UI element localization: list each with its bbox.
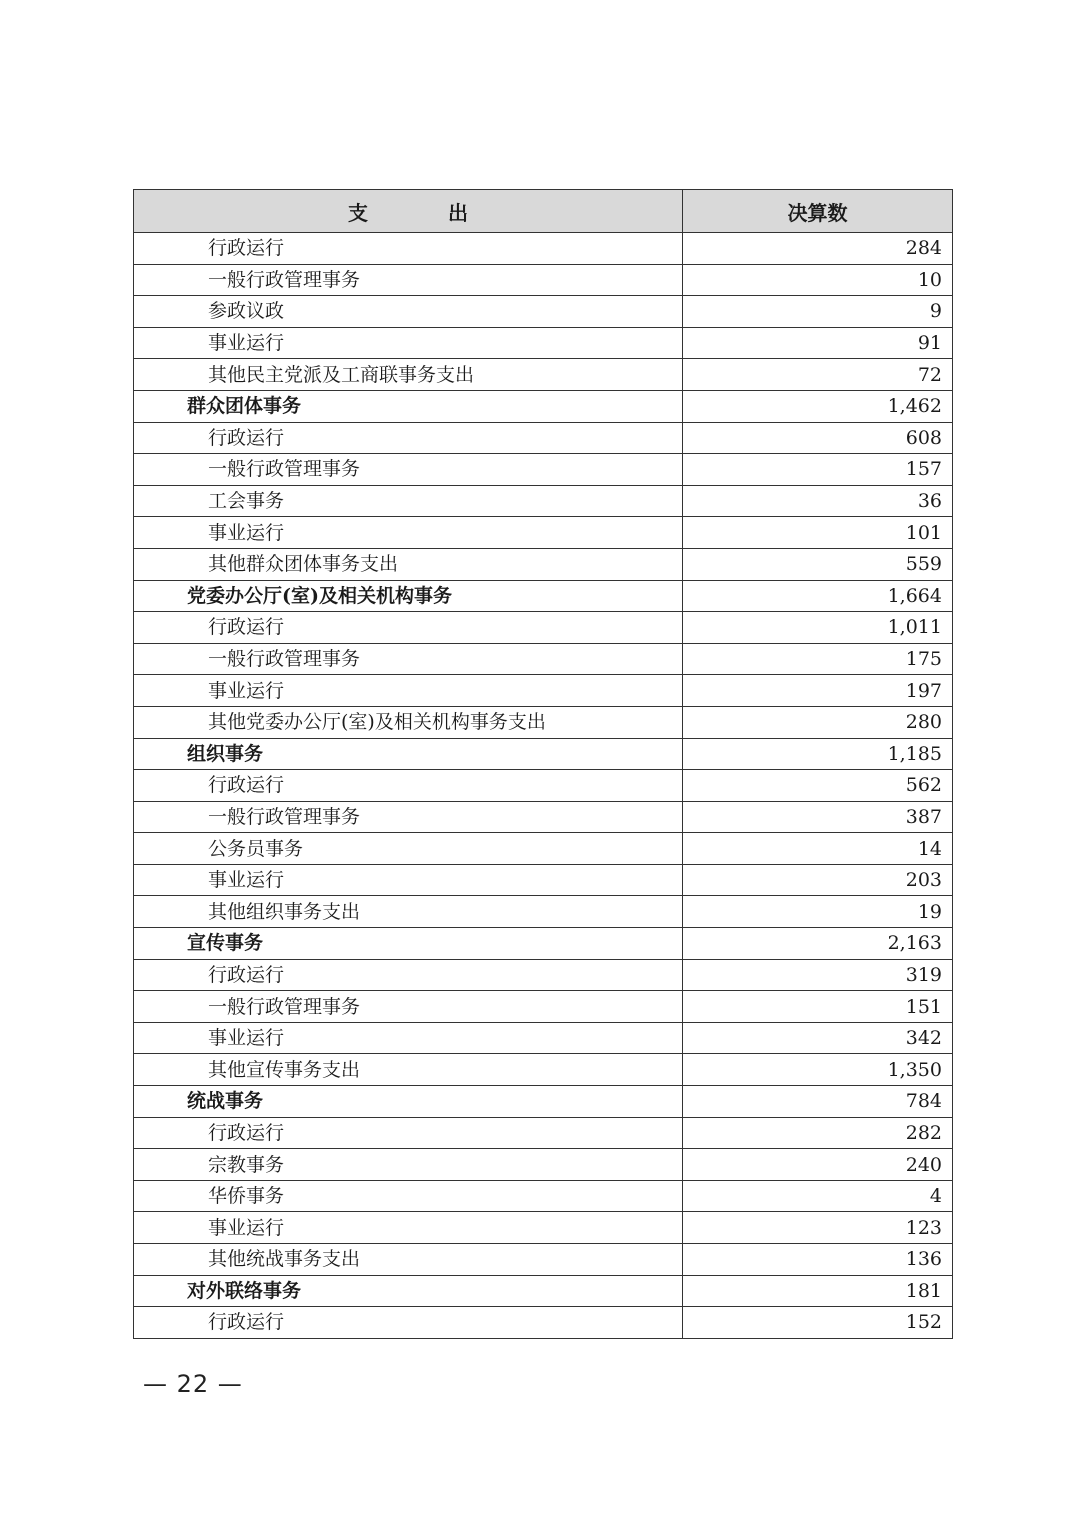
row-item-name: 事业运行 (134, 517, 683, 549)
table-row (134, 454, 953, 486)
row-amount: 9 (683, 296, 953, 328)
table-row (134, 264, 953, 296)
row-amount: 152 (683, 1307, 953, 1339)
row-item-name: 其他组织事务支出 (134, 896, 683, 928)
row-item-name: 一般行政管理事务 (134, 991, 683, 1023)
table-row (134, 991, 953, 1023)
row-item-name: 事业运行 (134, 864, 683, 896)
table-row (134, 959, 953, 991)
row-item-name: 其他宣传事务支出 (134, 1054, 683, 1086)
header-final-amount: 决算数 (683, 190, 953, 233)
row-amount: 10 (683, 264, 953, 296)
row-amount: 151 (683, 991, 953, 1023)
row-item-name: 华侨事务 (134, 1180, 683, 1212)
category-amount: 181 (683, 1275, 953, 1307)
table-row (134, 517, 953, 549)
row-amount: 1,350 (683, 1054, 953, 1086)
category-name: 对外联络事务 (134, 1275, 683, 1307)
row-amount: 14 (683, 833, 953, 865)
category-row (134, 390, 953, 422)
category-name: 宣传事务 (134, 928, 683, 960)
category-row (134, 1086, 953, 1118)
table-row (134, 1022, 953, 1054)
table-row (134, 296, 953, 328)
category-row (134, 1275, 953, 1307)
row-amount: 203 (683, 864, 953, 896)
table-row (134, 422, 953, 454)
expenditure-table (133, 189, 953, 1339)
row-item-name: 行政运行 (134, 422, 683, 454)
row-item-name: 一般行政管理事务 (134, 643, 683, 675)
row-amount: 608 (683, 422, 953, 454)
row-item-name: 行政运行 (134, 1117, 683, 1149)
category-name: 组织事务 (134, 738, 683, 770)
row-item-name: 行政运行 (134, 233, 683, 265)
row-amount: 4 (683, 1180, 953, 1212)
category-name: 统战事务 (134, 1086, 683, 1118)
table-header-row (134, 190, 953, 233)
header-expenditure-label: 支出 (348, 200, 548, 225)
row-item-name: 行政运行 (134, 959, 683, 991)
row-item-name: 事业运行 (134, 1022, 683, 1054)
category-row (134, 580, 953, 612)
row-amount: 1,011 (683, 612, 953, 644)
row-amount: 559 (683, 548, 953, 580)
category-row (134, 738, 953, 770)
row-item-name: 一般行政管理事务 (134, 801, 683, 833)
category-amount: 1,462 (683, 390, 953, 422)
table-row (134, 612, 953, 644)
table-row (134, 548, 953, 580)
row-item-name: 其他群众团体事务支出 (134, 548, 683, 580)
row-amount: 175 (683, 643, 953, 675)
table-row (134, 1117, 953, 1149)
table-body (134, 233, 953, 1339)
table-row (134, 833, 953, 865)
table-row (134, 864, 953, 896)
category-name: 群众团体事务 (134, 390, 683, 422)
row-item-name: 行政运行 (134, 612, 683, 644)
table-row (134, 770, 953, 802)
row-item-name: 事业运行 (134, 675, 683, 707)
row-item-name: 宗教事务 (134, 1149, 683, 1181)
table-row (134, 1307, 953, 1339)
row-item-name: 行政运行 (134, 1307, 683, 1339)
category-row (134, 928, 953, 960)
row-item-name: 工会事务 (134, 485, 683, 517)
header-expenditure (134, 190, 683, 233)
table-row (134, 359, 953, 391)
row-amount: 36 (683, 485, 953, 517)
category-amount: 784 (683, 1086, 953, 1118)
table-row (134, 1149, 953, 1181)
row-item-name: 其他民主党派及工商联事务支出 (134, 359, 683, 391)
row-item-name: 行政运行 (134, 770, 683, 802)
table-row (134, 801, 953, 833)
table-row (134, 1212, 953, 1244)
table-row (134, 896, 953, 928)
row-amount: 136 (683, 1244, 953, 1276)
row-item-name: 公务员事务 (134, 833, 683, 865)
row-amount: 282 (683, 1117, 953, 1149)
table-row (134, 1244, 953, 1276)
row-item-name: 一般行政管理事务 (134, 264, 683, 296)
row-item-name: 事业运行 (134, 327, 683, 359)
row-amount: 342 (683, 1022, 953, 1054)
category-amount: 2,163 (683, 928, 953, 960)
table-row (134, 327, 953, 359)
row-amount: 197 (683, 675, 953, 707)
table-row (134, 1180, 953, 1212)
row-item-name: 事业运行 (134, 1212, 683, 1244)
row-amount: 72 (683, 359, 953, 391)
row-amount: 284 (683, 233, 953, 265)
table-row (134, 1054, 953, 1086)
table-row (134, 675, 953, 707)
table-row (134, 643, 953, 675)
page-number: — 22 — (143, 1370, 243, 1398)
row-amount: 387 (683, 801, 953, 833)
row-item-name: 参政议政 (134, 296, 683, 328)
row-amount: 101 (683, 517, 953, 549)
row-item-name: 其他统战事务支出 (134, 1244, 683, 1276)
table-row (134, 706, 953, 738)
row-amount: 319 (683, 959, 953, 991)
row-amount: 562 (683, 770, 953, 802)
row-amount: 280 (683, 706, 953, 738)
row-amount: 240 (683, 1149, 953, 1181)
category-amount: 1,185 (683, 738, 953, 770)
row-item-name: 一般行政管理事务 (134, 454, 683, 486)
category-amount: 1,664 (683, 580, 953, 612)
row-amount: 91 (683, 327, 953, 359)
category-name: 党委办公厅(室)及相关机构事务 (134, 580, 683, 612)
row-item-name: 其他党委办公厅(室)及相关机构事务支出 (134, 706, 683, 738)
table-row (134, 233, 953, 265)
row-amount: 19 (683, 896, 953, 928)
row-amount: 157 (683, 454, 953, 486)
table-row (134, 485, 953, 517)
row-amount: 123 (683, 1212, 953, 1244)
